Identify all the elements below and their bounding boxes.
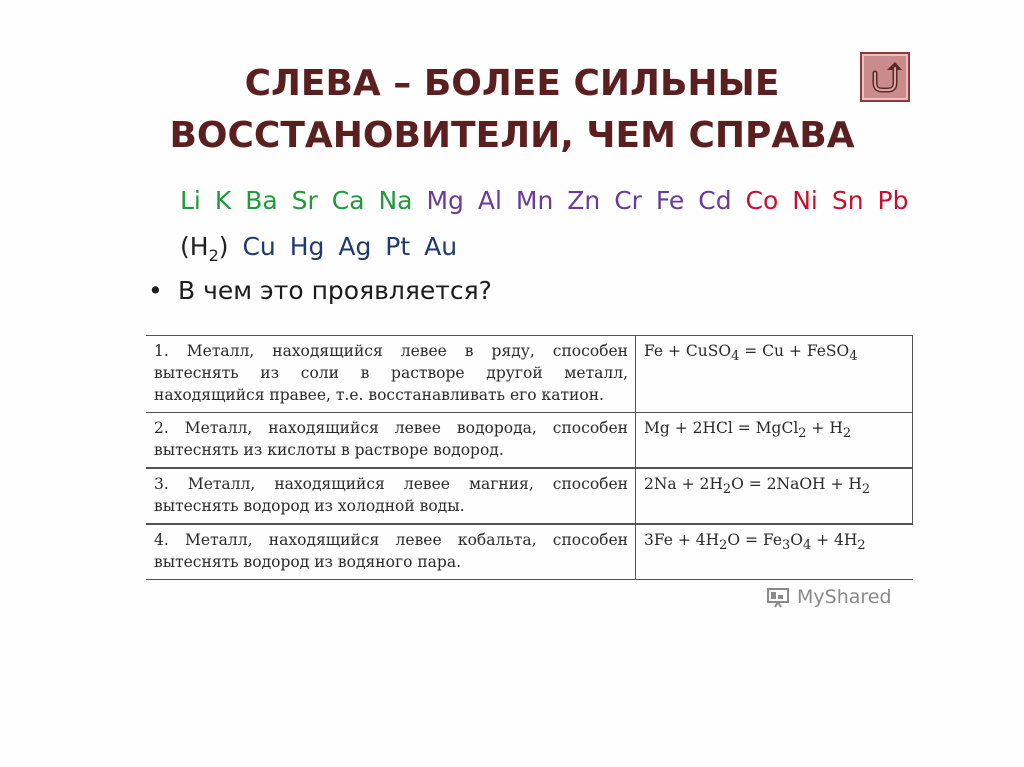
return-arrow-icon: [868, 59, 902, 95]
element-li: Li: [180, 186, 201, 215]
element-cd: Cd: [698, 186, 732, 215]
element-au: Au: [424, 232, 458, 261]
element-k: K: [214, 186, 232, 215]
title-line-1: СЛЕВА – БОЛЕЕ СИЛЬНЫЕ: [244, 63, 780, 104]
series-group-navy: [242, 232, 463, 261]
rule-equation: Mg + 2HCl = MgCl$_2$ + $H_2$: [636, 413, 913, 469]
element-fe: Fe: [655, 186, 685, 215]
series-group-green: [180, 186, 426, 215]
title-line-2: ВОССТАНОВИТЕЛИ, ЧЕМ СПРАВА: [169, 115, 855, 156]
element-cr: Cr: [614, 186, 642, 215]
rule-text: 4. Металл, находящийся левее кобальта, способен вытеснять водород из водяного пара.: [146, 524, 636, 580]
table-row: [146, 413, 913, 469]
element-al: Al: [477, 186, 502, 215]
element-ni: Ni: [792, 186, 818, 215]
element-hg: Hg: [289, 232, 325, 261]
rule-text: 2. Металл, находящийся левее водорода, способен вытеснять из кислоты в растворе водород.: [146, 413, 636, 469]
element-ca: Ca: [331, 186, 365, 215]
element-ag: Ag: [338, 232, 372, 261]
element-h2: $(H_2)$: [180, 232, 229, 265]
rule-text: 3. Металл, находящийся левее магния, способен вытеснять водород из холодной воды.: [146, 468, 636, 524]
rules-table: [146, 335, 913, 580]
watermark-text: MyShared: [797, 586, 892, 608]
bullet-question: [148, 276, 492, 305]
element-co: Co: [745, 186, 779, 215]
rule-equation: $3Fe + 4H_2O = Fe_3O_4 + 4H_2$: [636, 524, 913, 580]
element-mg: Mg: [426, 186, 464, 215]
series-line-1: [180, 178, 940, 224]
element-na: Na: [378, 186, 413, 215]
table-row: [146, 524, 913, 580]
series-group-red: [746, 186, 915, 215]
element-sn: Sn: [831, 186, 864, 215]
bullet-dot-icon: •: [148, 276, 163, 305]
presentation-icon: [767, 586, 793, 608]
element-ba: Ba: [245, 186, 278, 215]
watermark: [767, 586, 892, 608]
rule-equation: $2Na + 2H_2O$ = 2NaOH + $H_2$: [636, 468, 913, 524]
series-group-purple: [426, 186, 745, 215]
table-row: [146, 336, 913, 413]
element-pb: Pb: [877, 186, 909, 215]
series-line-2: [180, 224, 940, 279]
rule-equation: Fe + CuSO$_4$ = Cu + FeSO$_4$: [636, 336, 913, 413]
element-sr: Sr: [291, 186, 318, 215]
rule-text: 1. Металл, находящийся левее в ряду, способен вытеснять из соли в растворе другой металл, находящийся правее, т.е. восстанавливать его катион.: [146, 336, 636, 413]
element-cu: Cu: [242, 232, 276, 261]
element-pt: Pt: [385, 232, 411, 261]
element-mn: Mn: [515, 186, 554, 215]
back-button[interactable]: [860, 52, 910, 102]
table-row: [146, 468, 913, 524]
element-zn: Zn: [567, 186, 601, 215]
activity-series: [180, 178, 940, 279]
bullet-text: В чем это проявляется?: [178, 276, 492, 305]
